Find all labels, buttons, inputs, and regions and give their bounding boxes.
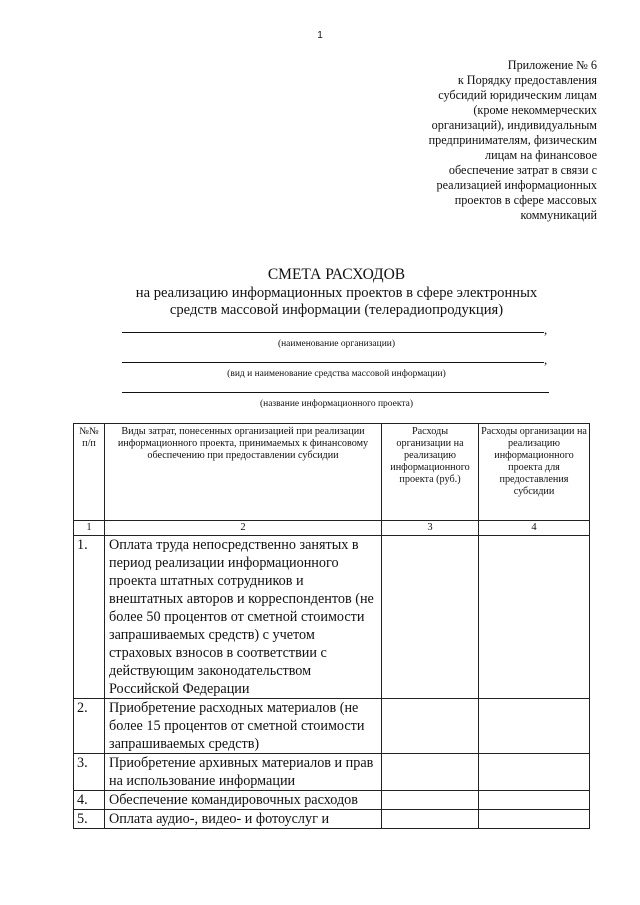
row-description: Оплата аудио-, видео- и фотоуслуг и (105, 810, 382, 829)
row-organization-amount[interactable] (382, 754, 479, 791)
appendix-line: предпринимателям, физическим (428, 133, 597, 147)
column-number: 1 (74, 521, 105, 536)
expense-table (73, 423, 590, 829)
row-number: 5. (74, 810, 105, 829)
appendix-line: коммуникаций (520, 208, 597, 222)
organization-name-line[interactable] (122, 332, 544, 333)
row-description: Приобретение расходных материалов (не более 15 процентов от сметной стоимости запрашиваемых средств) (105, 699, 382, 754)
row-number: 1. (74, 536, 105, 699)
table-row (74, 536, 590, 699)
header-expense-type: Виды затрат, понесенных организацией при реализации информационного проекта, принимаемых к финансовому обеспечению при предоставлении субсидии (105, 424, 382, 521)
subtitle-line: на реализацию информационных проектов в сфере электронных (135, 285, 538, 301)
appendix-line: к Порядку предоставления (457, 73, 597, 87)
row-subsidy-amount[interactable] (479, 791, 590, 810)
table-row (74, 791, 590, 810)
organization-name-caption: (наименование организации) (277, 339, 396, 349)
row-number: 3. (74, 754, 105, 791)
row-organization-amount[interactable] (382, 810, 479, 829)
table-header-row (74, 424, 590, 521)
column-number-row (74, 521, 590, 536)
document-title: СМЕТА РАСХОДОВ (267, 266, 406, 283)
media-name-caption: (вид и наименование средства массовой информации) (227, 369, 446, 379)
document-subtitle (0, 285, 640, 319)
row-description: Приобретение архивных материалов и прав на использование информации (105, 754, 382, 791)
row-number: 2. (74, 699, 105, 754)
row-subsidy-amount[interactable] (479, 754, 590, 791)
table-row (74, 810, 590, 829)
column-number: 2 (105, 521, 382, 536)
appendix-line: субсидий юридическим лицам (438, 88, 597, 102)
row-description: Оплата труда непосредственно занятых в период реализации информационного проекта штатных сотрудников и внештатных авторов и корреспондентов (не более 50 процентов от сметной стоимости запрашиваемых средств) с учетом страховых взносов в соответствии с действующим законодательством Российской Федерации (105, 536, 382, 699)
appendix-line: организаций), индивидуальным (431, 118, 597, 132)
row-number: 4. (74, 791, 105, 810)
row-subsidy-amount[interactable] (479, 699, 590, 754)
column-number: 4 (479, 521, 590, 536)
appendix-line: (кроме некоммерческих (473, 103, 597, 117)
project-name-caption: (название информационного проекта) (259, 399, 414, 409)
subtitle-line: средств массовой информации (телерадиопродукция) (169, 302, 504, 318)
row-subsidy-amount[interactable] (479, 810, 590, 829)
appendix-line: реализацией информационных (436, 178, 597, 192)
field-comma: , (544, 352, 548, 367)
row-organization-amount[interactable] (382, 791, 479, 810)
header-subsidy-expenses: Расходы организации на реализацию информационного проекта для предоставления субсидии (479, 424, 590, 521)
project-name-line[interactable] (122, 392, 549, 393)
appendix-line: проектов в сфере массовых (454, 193, 597, 207)
table-row (74, 754, 590, 791)
table-row (74, 699, 590, 754)
appendix-line: обеспечение затрат в связи с (448, 163, 597, 177)
appendix-line: Приложение № 6 (507, 58, 597, 72)
appendix-line: лицам на финансовое (485, 148, 597, 162)
appendix-note (397, 58, 597, 223)
page-number: 1 (317, 30, 323, 41)
row-organization-amount[interactable] (382, 699, 479, 754)
header-number: №№ п/п (74, 424, 105, 521)
media-name-line[interactable] (122, 362, 544, 363)
row-subsidy-amount[interactable] (479, 536, 590, 699)
row-description: Обеспечение командировочных расходов (105, 791, 382, 810)
header-organization-expenses: Расходы организации на реализацию информационного проекта (руб.) (382, 424, 479, 521)
row-organization-amount[interactable] (382, 536, 479, 699)
column-number: 3 (382, 521, 479, 536)
field-comma: , (544, 322, 548, 337)
